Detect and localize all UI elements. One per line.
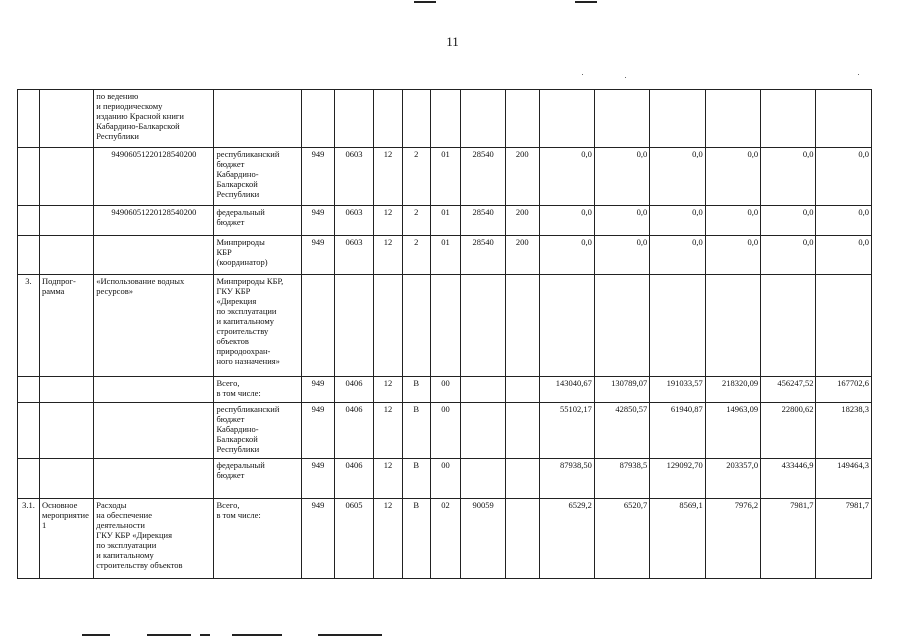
value-cell: 0,0 xyxy=(761,236,816,275)
value-cell: 0,0 xyxy=(816,236,872,275)
measure-name-cell: Расходы на обеспечение деятельности ГКУ КБР «Дирекция по эксплуатации и капитальному строительству объектов xyxy=(94,499,214,579)
budget-code-cell: 94906051220128540200 xyxy=(94,148,214,206)
om-cell: 01 xyxy=(430,148,460,206)
table-row xyxy=(18,275,872,377)
value-cell: 0,0 xyxy=(539,236,594,275)
scan-speck xyxy=(582,74,583,75)
code-cell: 90059 xyxy=(461,499,506,579)
scan-speck xyxy=(625,77,626,78)
om-cell: 01 xyxy=(430,206,460,236)
value-cell: 55102,17 xyxy=(539,403,594,459)
rzpr-cell: 0603 xyxy=(334,148,374,206)
scan-mark xyxy=(575,1,597,3)
grbs-cell: 949 xyxy=(302,236,334,275)
gp-cell: 12 xyxy=(374,377,402,403)
value-cell: 7981,7 xyxy=(816,499,872,579)
value-cell: 433446,9 xyxy=(761,459,816,499)
value-cell: 7981,7 xyxy=(761,499,816,579)
value-cell: 167702,6 xyxy=(816,377,872,403)
om-cell: 01 xyxy=(430,236,460,275)
pgp-cell: В xyxy=(402,377,430,403)
value-cell: 0,0 xyxy=(594,206,649,236)
value-cell: 0,0 xyxy=(705,206,760,236)
grbs-cell: 949 xyxy=(302,403,334,459)
value-cell: 218320,09 xyxy=(705,377,760,403)
page-number: 11 xyxy=(446,34,459,49)
grbs-cell: 949 xyxy=(302,206,334,236)
grbs-cell: 949 xyxy=(302,377,334,403)
table-row xyxy=(18,459,872,499)
scan-mark xyxy=(147,634,191,636)
pgp-cell: 2 xyxy=(402,148,430,206)
gp-cell: 12 xyxy=(374,459,402,499)
row-number-cell: 3. xyxy=(18,275,40,377)
value-cell: 6520,7 xyxy=(594,499,649,579)
rzpr-cell: 0406 xyxy=(334,459,374,499)
value-cell: 0,0 xyxy=(816,148,872,206)
table-row xyxy=(18,403,872,459)
om-cell: 00 xyxy=(430,459,460,499)
om-cell: 00 xyxy=(430,377,460,403)
table-row xyxy=(18,377,872,403)
value-cell: 0,0 xyxy=(594,148,649,206)
om-cell: 02 xyxy=(430,499,460,579)
rzpr-cell: 0605 xyxy=(334,499,374,579)
rzpr-cell: 0406 xyxy=(334,403,374,459)
scan-mark xyxy=(232,634,282,636)
pgp-cell: 2 xyxy=(402,206,430,236)
value-cell: 149464,3 xyxy=(816,459,872,499)
value-cell: 0,0 xyxy=(650,236,705,275)
value-cell: 0,0 xyxy=(594,236,649,275)
code-cell: 28540 xyxy=(461,236,506,275)
rzpr-cell: 0603 xyxy=(334,236,374,275)
value-cell: 8569,1 xyxy=(650,499,705,579)
grbs-cell: 949 xyxy=(302,459,334,499)
value-cell: 7976,2 xyxy=(705,499,760,579)
value-cell: 0,0 xyxy=(761,206,816,236)
value-cell: 0,0 xyxy=(816,206,872,236)
value-cell: 0,0 xyxy=(705,236,760,275)
value-cell: 0,0 xyxy=(650,206,705,236)
om-cell: 00 xyxy=(430,403,460,459)
value-cell: 191033,57 xyxy=(650,377,705,403)
row-number-cell: 3.1. xyxy=(18,499,40,579)
status-cell: Основное мероприятие 1 xyxy=(39,499,93,579)
value-cell: 6529,2 xyxy=(539,499,594,579)
value-cell: 18238,3 xyxy=(816,403,872,459)
table-row xyxy=(18,499,872,579)
value-cell: 129092,70 xyxy=(650,459,705,499)
value-cell: 0,0 xyxy=(705,148,760,206)
value-cell: 87938,50 xyxy=(539,459,594,499)
value-cell: 0,0 xyxy=(650,148,705,206)
table-row xyxy=(18,236,872,275)
value-cell: 456247,52 xyxy=(761,377,816,403)
scan-mark xyxy=(82,634,110,636)
funding-source-cell: Всего, в том числе: xyxy=(214,499,302,579)
measure-name-cell: «Использование водных ресурсов» xyxy=(94,275,214,377)
value-cell: 42850,57 xyxy=(594,403,649,459)
value-cell: 0,0 xyxy=(539,148,594,206)
gp-cell: 12 xyxy=(374,499,402,579)
code-cell: 28540 xyxy=(461,206,506,236)
pgp-cell: 2 xyxy=(402,236,430,275)
gp-cell: 12 xyxy=(374,206,402,236)
table-row xyxy=(18,148,872,206)
vr-cell: 200 xyxy=(506,236,539,275)
pgp-cell: В xyxy=(402,499,430,579)
funding-source-cell: республиканский бюджет Кабардино- Балкарской Республики xyxy=(214,148,302,206)
vr-cell: 200 xyxy=(506,206,539,236)
value-cell: 14963,09 xyxy=(705,403,760,459)
value-cell: 0,0 xyxy=(761,148,816,206)
measure-name-cell: по ведению и периодическому изданию Красной книги Кабардино-Балкарской Республики xyxy=(94,90,214,148)
grbs-cell: 949 xyxy=(302,148,334,206)
scan-mark xyxy=(414,1,436,3)
grbs-cell: 949 xyxy=(302,499,334,579)
pgp-cell: В xyxy=(402,403,430,459)
value-cell: 61940,87 xyxy=(650,403,705,459)
budget-code-cell: 94906051220128540200 xyxy=(94,206,214,236)
scan-mark xyxy=(200,634,210,636)
value-cell: 203357,0 xyxy=(705,459,760,499)
rzpr-cell: 0603 xyxy=(334,206,374,236)
table-row xyxy=(18,206,872,236)
value-cell: 130789,07 xyxy=(594,377,649,403)
funding-source-cell: республиканский бюджет Кабардино- Балкарской Республики xyxy=(214,403,302,459)
scan-mark xyxy=(318,634,382,636)
gp-cell: 12 xyxy=(374,403,402,459)
funding-source-cell: Минприроды КБР, ГКУ КБР «Дирекция по эксплуатации и капитальному строительству объектов природоохран- ного назначения» xyxy=(214,275,302,377)
gp-cell: 12 xyxy=(374,148,402,206)
value-cell: 87938,5 xyxy=(594,459,649,499)
funding-source-cell: Минприроды КБР (координатор) xyxy=(214,236,302,275)
value-cell: 0,0 xyxy=(539,206,594,236)
code-cell: 28540 xyxy=(461,148,506,206)
status-cell: Подпрог- рамма xyxy=(39,275,93,377)
funding-source-cell: федеральный бюджет xyxy=(214,459,302,499)
vr-cell: 200 xyxy=(506,148,539,206)
pgp-cell: В xyxy=(402,459,430,499)
rzpr-cell: 0406 xyxy=(334,377,374,403)
value-cell: 143040,67 xyxy=(539,377,594,403)
funding-source-cell: федеральный бюджет xyxy=(214,206,302,236)
gp-cell: 12 xyxy=(374,236,402,275)
table-row xyxy=(18,90,872,148)
value-cell: 22800,62 xyxy=(761,403,816,459)
funding-source-cell: Всего, в том числе: xyxy=(214,377,302,403)
budget-table xyxy=(17,89,872,579)
scan-speck xyxy=(858,74,859,75)
